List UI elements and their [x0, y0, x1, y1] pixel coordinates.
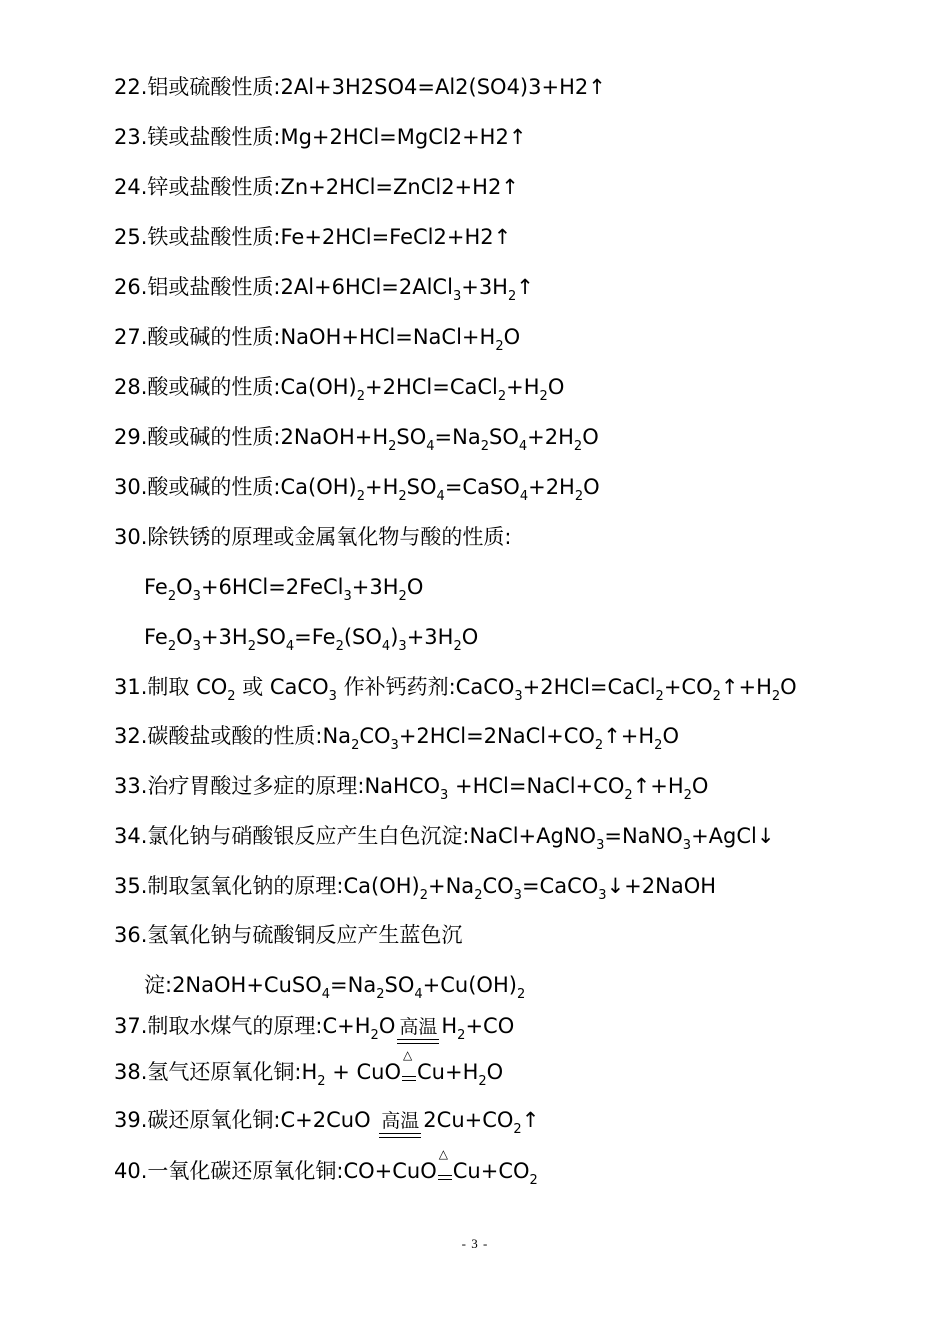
equation-text: 38.氢气还原氧化铜:H: [114, 1060, 318, 1084]
equation-text: SO: [489, 425, 519, 449]
equation-text: O: [662, 724, 679, 748]
equation-text: ↓+2NaOH: [606, 874, 717, 898]
equation-text: 2Cu+CO: [423, 1108, 514, 1132]
subscript: 2: [480, 439, 490, 454]
equation-line: [144, 574, 424, 604]
subscript: 4: [518, 439, 528, 454]
equation-text: + CuO: [325, 1060, 401, 1084]
equation-text: SO: [396, 425, 427, 449]
equation-line: [114, 324, 521, 354]
equation-text: O: [691, 774, 709, 798]
equation-text: +2H: [527, 425, 574, 449]
equation-text: Cu+H: [417, 1060, 479, 1084]
double-line-icon: [438, 1175, 452, 1180]
equation-text: O: [176, 625, 193, 649]
subscript: 3: [514, 689, 523, 704]
equation-text: SO: [384, 973, 415, 997]
subscript: 2: [227, 689, 236, 704]
equation-text: ↑+H: [720, 675, 772, 699]
subscript: 2: [539, 389, 548, 404]
equation-text: 31.制取 CO: [114, 675, 228, 699]
subscript: 2: [167, 639, 177, 654]
equation-text: SO: [406, 475, 437, 499]
equation-line: [114, 823, 775, 853]
equation-text: 22.铝或硫酸性质:2Al+3H2SO4=Al2(SO4)3+H2↑: [114, 75, 606, 99]
equation-text: 26.铝或盐酸性质:2Al+6HCl=2AlCl: [114, 275, 453, 299]
equation-text: +6HCl=2FeCl: [200, 575, 344, 599]
subscript: 3: [192, 589, 201, 604]
reaction-condition-heat: [438, 1147, 452, 1178]
subscript: 3: [452, 289, 462, 304]
subscript: 3: [343, 589, 352, 604]
equation-text: 或 CaCO: [235, 675, 329, 699]
equation-text: 29.酸或碱的性质:2NaOH+H: [114, 425, 389, 449]
subscript: 2: [398, 489, 407, 504]
subscript: 2: [624, 788, 633, 803]
subscript: 4: [285, 639, 295, 654]
equation-text: +3H: [351, 575, 399, 599]
subscript: 3: [513, 888, 522, 903]
subscript: 2: [594, 738, 604, 753]
equation-text: Fe: [144, 575, 168, 599]
equation-text: 23.镁或盐酸性质:Mg+2HCl=MgCl2+H2↑: [114, 125, 527, 149]
equation-text: 24.锌或盐酸性质:Zn+2HCl=ZnCl2+H2↑: [114, 175, 519, 199]
equation-line: [114, 1048, 504, 1089]
subscript: 2: [317, 1074, 326, 1089]
equation-line: [114, 274, 534, 304]
subscript: 2: [356, 389, 365, 404]
equation-text: =Fe: [294, 625, 336, 649]
equation-text: O: [780, 675, 797, 699]
equation-text: O: [176, 575, 193, 599]
equation-text: =CaSO: [444, 475, 520, 499]
subscript: 2: [574, 489, 584, 504]
equation-line: [114, 674, 797, 704]
equation-line: [114, 224, 511, 250]
equation-line: [144, 624, 479, 654]
equation-text: O: [547, 375, 565, 399]
equation-line: [114, 374, 565, 404]
equation-text: 27.酸或碱的性质:NaOH+HCl=NaCl+H: [114, 325, 496, 349]
subscript: 3: [440, 788, 449, 803]
subscript: 2: [335, 639, 344, 654]
subscript: 2: [398, 589, 407, 604]
subscript: 2: [654, 738, 663, 753]
subscript: 2: [370, 1028, 379, 1043]
subscript: 2: [507, 289, 517, 304]
equation-text: 30.酸或碱的性质:Ca(OH): [114, 475, 357, 499]
double-line-icon: [397, 1039, 439, 1044]
equation-text: O: [406, 575, 424, 599]
equation-line: [114, 1107, 540, 1137]
heat-triangle-icon: △: [403, 1048, 413, 1062]
equation-text: CO: [359, 724, 391, 748]
equation-line: [114, 524, 511, 550]
subscript: 2: [247, 639, 256, 654]
equation-text: 36.氢氧化钠与硫酸铜反应产生蓝色沉: [114, 923, 463, 947]
subscript: 2: [388, 439, 397, 454]
subscript: 2: [419, 888, 428, 903]
equation-text: ↑: [516, 275, 534, 299]
subscript: 4: [436, 489, 445, 504]
subscript: 2: [453, 639, 462, 654]
equation-text: ↑+H: [603, 724, 655, 748]
equation-text: +AgCl↓: [691, 824, 775, 848]
heat-triangle-icon: △: [438, 1147, 448, 1161]
subscript: 2: [529, 1173, 538, 1188]
equation-text: O: [378, 1014, 396, 1038]
equation-text: O: [486, 1060, 504, 1084]
equation-text: +CO: [663, 675, 713, 699]
equation-text: +3H: [200, 625, 248, 649]
reaction-condition-heat: [402, 1048, 416, 1079]
subscript: 3: [328, 689, 337, 704]
subscript: 3: [598, 888, 607, 903]
double-line-icon: [379, 1133, 421, 1138]
subscript: 2: [356, 489, 365, 504]
subscript: 3: [596, 838, 605, 853]
subscript: 2: [167, 589, 177, 604]
equation-text: 33.治疗胃酸过多症的原理:NaHCO: [114, 774, 441, 798]
subscript: 2: [351, 738, 360, 753]
equation-line: [114, 74, 606, 100]
equation-text: ): [390, 625, 399, 649]
subscript: 4: [321, 987, 331, 1002]
equation-line: [114, 474, 600, 504]
equation-line: [114, 922, 462, 948]
equation-text: 25.铁或盐酸性质:Fe+2HCl=FeCl2+H2↑: [114, 225, 512, 249]
equation-text: O: [503, 325, 521, 349]
reaction-condition-high-temp: [379, 1107, 421, 1134]
equation-line: [114, 1147, 538, 1188]
equation-text: O: [461, 625, 479, 649]
equation-text: 作补钙药剂:CaCO: [336, 675, 515, 699]
subscript: 3: [682, 838, 692, 853]
equation-text: 32.碳酸盐或酸的性质:Na: [114, 724, 352, 748]
equation-text: 34.氯化钠与硝酸银反应产生白色沉淀:NaCl+AgNO: [114, 824, 597, 848]
equation-text: SO: [255, 625, 286, 649]
equation-text: 37.制取水煤气的原理:C+H: [114, 1014, 371, 1038]
equation-line: [114, 174, 519, 200]
equation-text: 35.制取氢氧化钠的原理:Ca(OH): [114, 874, 420, 898]
subscript: 4: [519, 489, 529, 504]
condition-label: 高温: [381, 1110, 420, 1132]
equation-line: [114, 873, 717, 903]
equation-text: O: [583, 475, 600, 499]
subscript: 2: [683, 788, 692, 803]
double-line-icon: [402, 1076, 416, 1081]
equation-text: ↑+H: [632, 774, 684, 798]
subscript: 3: [390, 738, 399, 753]
subscript: 3: [192, 639, 201, 654]
subscript: 4: [414, 987, 423, 1002]
subscript: 2: [474, 888, 483, 903]
subscript: 2: [376, 987, 385, 1002]
reaction-condition-high-temp: [397, 1013, 439, 1040]
equation-text: +2HCl=CaCl: [522, 675, 656, 699]
page-number: - 3 -: [461, 1236, 489, 1251]
equation-text: H: [441, 1014, 458, 1038]
equation-text: +2H: [528, 475, 575, 499]
equation-text: +3H: [461, 275, 508, 299]
equation-text: ↑: [521, 1108, 540, 1132]
subscript: 2: [495, 339, 504, 354]
subscript: 2: [655, 689, 664, 704]
equation-text: (SO: [343, 625, 382, 649]
equation-text: 39.碳还原氧化铜:C+2CuO: [114, 1108, 378, 1132]
condition-label: 高温: [399, 1016, 438, 1038]
equation-text: +2HCl=2NaCl+CO: [398, 724, 595, 748]
equation-text: 30.除铁锈的原理或金属氧化物与酸的性质:: [114, 525, 512, 549]
subscript: 2: [771, 689, 781, 704]
subscript: 2: [478, 1074, 487, 1089]
equation-text: =NaNO: [604, 824, 683, 848]
subscript: 2: [516, 987, 526, 1002]
subscript: 2: [573, 439, 583, 454]
equation-text: =Na: [330, 973, 377, 997]
equation-text: Fe: [144, 625, 168, 649]
subscript: 3: [398, 639, 407, 654]
equation-text: =CaCO: [521, 874, 599, 898]
equation-text: +Na: [428, 874, 475, 898]
equation-text: =Na: [434, 425, 481, 449]
equation-text: +CO: [465, 1014, 515, 1038]
subscript: 2: [712, 689, 721, 704]
equation-text: +H: [506, 375, 540, 399]
subscript: 4: [381, 639, 391, 654]
equation-text: +H: [365, 475, 399, 499]
equation-text: O: [582, 425, 599, 449]
equation-text: CO: [482, 874, 514, 898]
subscript: 4: [426, 439, 435, 454]
equation-text: 40.一氧化碳还原氧化铜:CO+CuO: [114, 1159, 437, 1183]
equation-text: +HCl=NaCl+CO: [448, 774, 625, 798]
equation-text: 淀:2NaOH+CuSO: [144, 973, 322, 997]
equation-line: [114, 1013, 515, 1043]
subscript: 2: [513, 1122, 522, 1137]
equation-text: +3H: [406, 625, 454, 649]
equation-line: [114, 424, 599, 454]
subscript: 2: [497, 389, 507, 404]
equation-line: [114, 773, 709, 803]
equation-line: [114, 124, 526, 150]
equation-text: +Cu(OH): [422, 973, 517, 997]
equation-line: [114, 723, 679, 753]
equation-text: Cu+CO: [452, 1159, 530, 1183]
equation-line: [144, 972, 526, 1002]
equation-text: +2HCl=CaCl: [365, 375, 498, 399]
equation-text: 28.酸或碱的性质:Ca(OH): [114, 375, 357, 399]
subscript: 2: [457, 1028, 466, 1043]
